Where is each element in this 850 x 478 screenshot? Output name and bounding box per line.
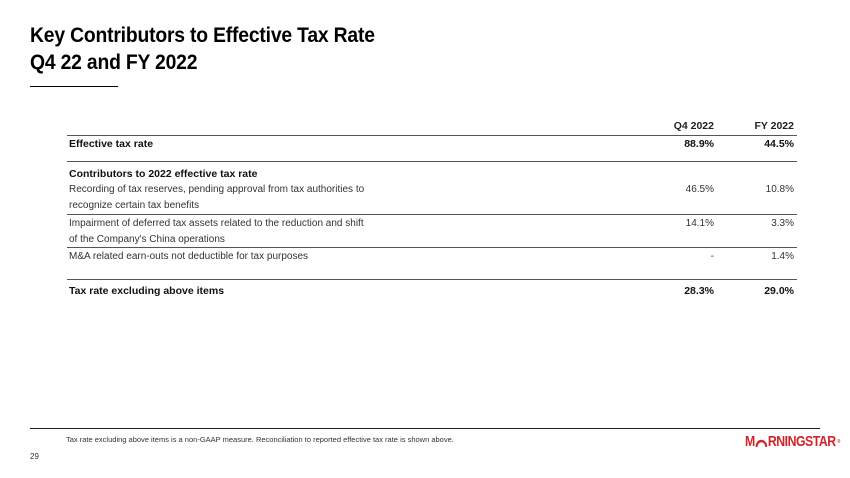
morningstar-logo: [745, 433, 840, 450]
header-rule: [67, 135, 797, 136]
row-label-line-2: recognize certain tax benefits: [69, 200, 200, 211]
table-row-effective: [67, 138, 797, 152]
title-line-1: Key Contributors to Effective Tax Rate: [30, 24, 375, 47]
table-row-reserves: [67, 184, 797, 214]
title-line-2: Q4 22 and FY 2022: [30, 51, 198, 74]
row-q4-value: 46.5%: [685, 184, 714, 195]
row-label: M&A related earn-outs not deductible for tax purposes: [69, 251, 309, 262]
row-rule: [67, 214, 797, 215]
row-q4-value: -: [710, 251, 714, 262]
row-fy-value: 1.4%: [771, 251, 794, 262]
row-fy-value: 3.3%: [771, 218, 794, 229]
col-header-q4: Q4 2022: [673, 120, 714, 132]
row-q4-value: 88.9%: [684, 138, 714, 150]
table-row-total: [67, 285, 797, 299]
page-number: 29: [30, 452, 39, 461]
table-header: [67, 120, 797, 134]
row-fy-value: 10.8%: [765, 184, 794, 195]
row-label: Effective tax rate: [69, 138, 154, 150]
row-label-line-2: of the Company's China operations: [69, 234, 225, 245]
row-q4-value: 28.3%: [684, 285, 714, 297]
footer-rule: [30, 428, 820, 429]
footnote: Tax rate excluding above items is a non-GAAP measure. Reconciliation to reported effective tax rate is shown above.: [66, 435, 454, 444]
logo-letter-m: M: [745, 433, 755, 450]
row-label: Tax rate excluding above items: [69, 285, 225, 297]
row-rule: [67, 161, 797, 162]
slide-title: [30, 22, 375, 76]
table-row-earnouts: [67, 251, 797, 265]
sun-icon: [756, 435, 767, 449]
row-rule: [67, 279, 797, 280]
logo-text: RNINGSTAR: [767, 433, 836, 450]
row-rule: [67, 247, 797, 248]
col-header-fy: FY 2022: [754, 120, 794, 132]
tax-rate-table: [67, 120, 797, 297]
row-fy-value: 44.5%: [764, 138, 794, 150]
contributors-heading-text: Contributors to 2022 effective tax rate: [69, 168, 258, 180]
row-label-line-1: Impairment of deferred tax assets related to the reduction and shift: [69, 218, 364, 229]
contributors-heading: [67, 168, 797, 182]
row-label-line-1: Recording of tax reserves, pending approval from tax authorities to: [69, 184, 365, 195]
row-fy-value: 29.0%: [764, 285, 794, 297]
title-underline: [30, 86, 118, 87]
registered-mark: ®: [837, 438, 840, 445]
table-row-impairment: [67, 218, 797, 248]
row-q4-value: 14.1%: [685, 218, 714, 229]
